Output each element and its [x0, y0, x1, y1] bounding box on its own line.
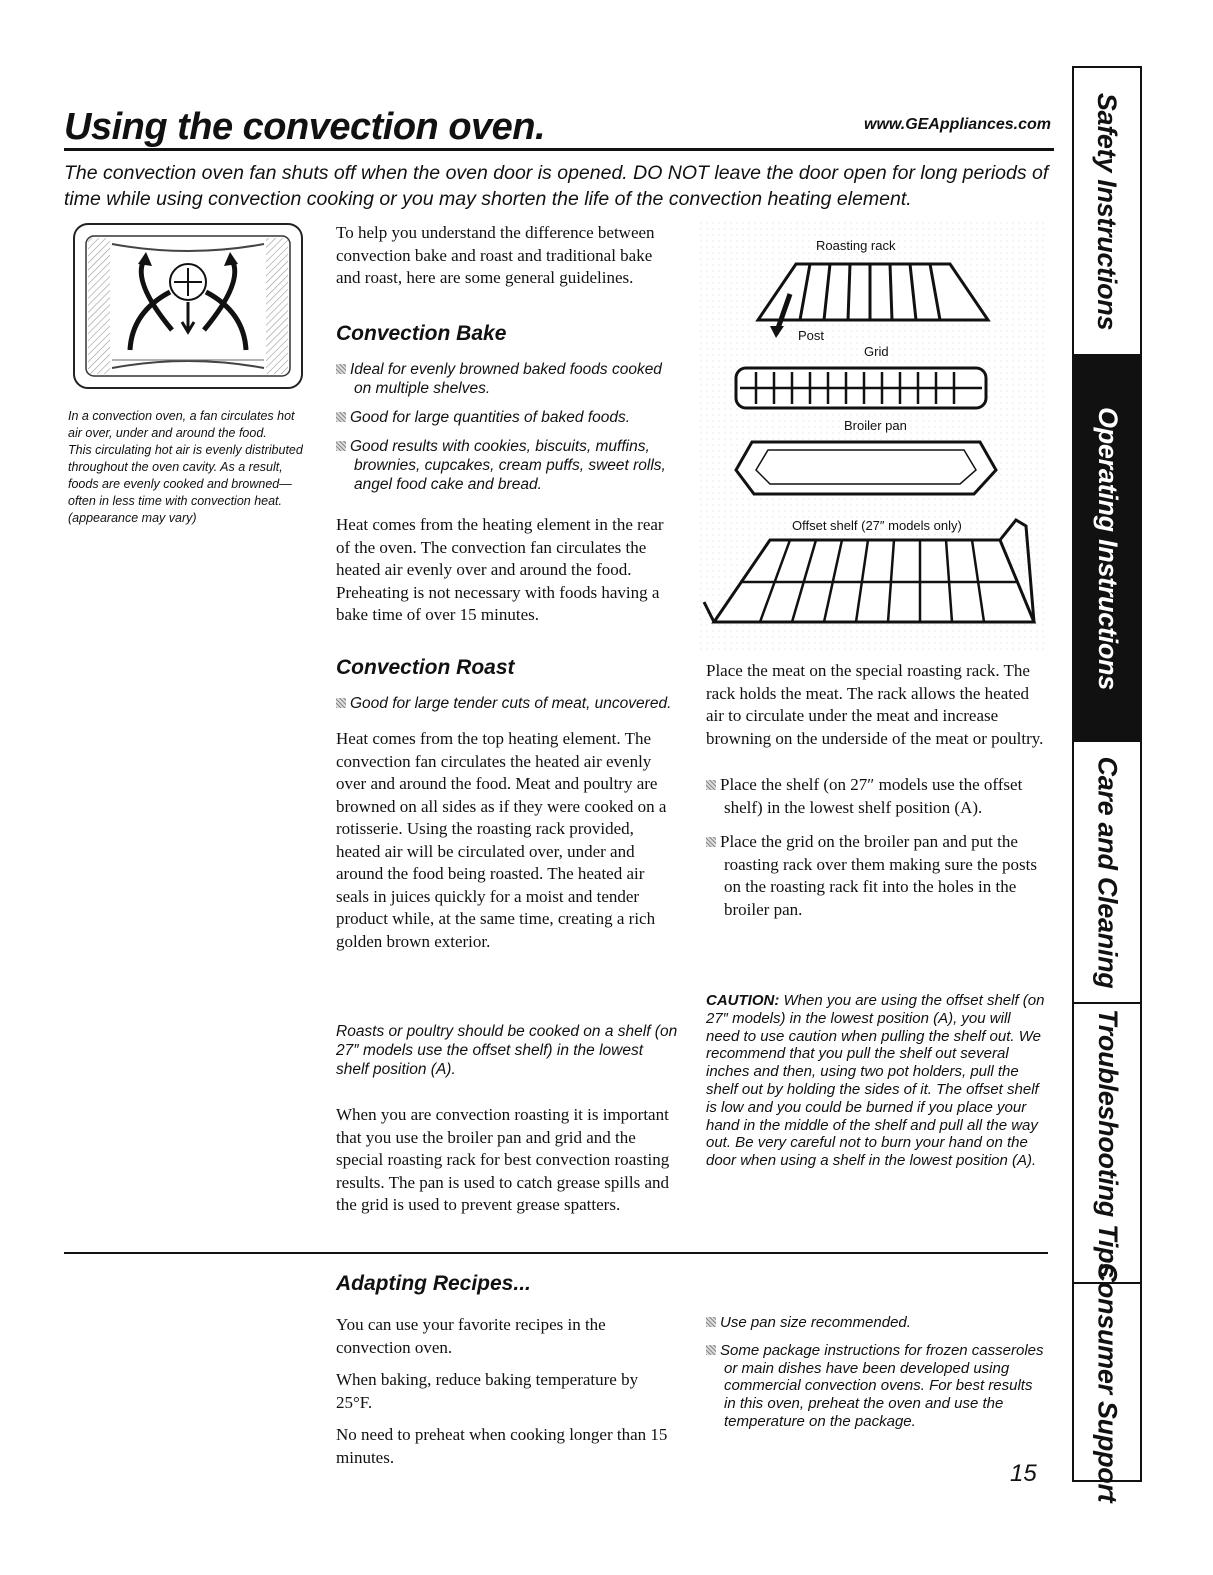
adapting-p1: You can use your favorite recipes in the convection oven. [336, 1315, 606, 1357]
tab-safety-instructions[interactable]: Safety Instructions [1092, 92, 1123, 330]
rack-bullet-2: Place the grid on the broiler pan and put the roasting rack over them making sure the posts on the roasting rack fit into the holes in the broiler pan. [706, 831, 1044, 921]
bullet-icon [336, 441, 346, 451]
caption-line-3: (appearance may vary) [68, 511, 197, 525]
convection-bake-body: Heat comes from the heating element in the rear of the oven. The convection fan circulates the heated air evenly over and around the food. Preheating is not necessary with foods having a bake time of over 15 minutes. [336, 515, 664, 624]
page-title: Using the convection oven. [64, 106, 546, 148]
section-divider [64, 1252, 1048, 1254]
rack-assembly-diagram [700, 222, 1044, 652]
bullet-icon [706, 1317, 716, 1327]
side-tab-bar [1072, 66, 1142, 1502]
label-roasting-rack: Roasting rack [816, 238, 896, 253]
intro-text: To help you understand the difference between convection bake and roast and traditional bake and roast, here are some general guidelines. [336, 223, 655, 287]
convection-bake-heading: Convection Bake [336, 322, 507, 345]
caution-label: CAUTION: [706, 992, 780, 1009]
oven-caption [68, 408, 304, 527]
website-url[interactable]: www.GEAppliances.com [864, 116, 1052, 133]
caption-line-2: This circulating hot air is evenly distributed throughout the oven cavity. As a result, foods are evenly cooked and browned—often in less time with convection heat. [68, 443, 303, 508]
convection-warning: The convection oven fan shuts off when the oven door is opened. DO NOT leave the door open for long periods of time while using convection cooking or you may shorten the life of the convection heating element. [64, 162, 1049, 210]
convection-roast-heading: Convection Roast [336, 656, 515, 679]
caption-line-1: In a convection oven, a fan circulates hot air over, under and around the food. [68, 409, 295, 440]
label-broiler-pan: Broiler pan [844, 418, 907, 433]
bullet-icon [706, 1345, 716, 1355]
rack-description: Place the meat on the special roasting rack. The rack holds the meat. The rack allows the heated air to circulate under the meat and increase browning on the underside of the meat or poultry. [706, 661, 1044, 748]
page-number: 15 [1010, 1460, 1037, 1487]
bullet-icon [336, 412, 346, 422]
convection-roast-body-2: When you are convection roasting it is important that you use the broiler pan and grid and the special roasting rack for best convection roasting results. The pan is used to catch grease spills and the grid is used to prevent grease spatters. [336, 1105, 670, 1214]
convection-bake-bullets [336, 360, 680, 494]
adapting-bullets [706, 1314, 1046, 1431]
label-post: Post [798, 328, 825, 343]
bullet-icon [336, 364, 346, 374]
oven-fan-diagram [72, 222, 304, 390]
bake-bullet-3: Good results with cookies, biscuits, muffins, brownies, cupcakes, cream puffs, sweet rolls, angel food cake and bread. [336, 437, 680, 494]
oven-illustration [72, 222, 304, 390]
adapting-bullet-2: Some package instructions for frozen casseroles or main dishes have been developed using commercial convection ovens. For best results in this oven, preheat the oven and use the temperature on the package. [706, 1342, 1046, 1431]
tab-operating-instructions[interactable]: Operating Instructions [1074, 354, 1140, 742]
convection-roast-bullet: Good for large tender cuts of meat, uncovered. [336, 694, 680, 713]
caution-note [706, 992, 1046, 1170]
caution-text: When you are using the offset shelf (on 27″ models) in the lowest position (A), you will need to use caution when pulling the shelf out. We recommend that you pull the shelf out several inches and then, using two pot holders, pull the shelf out by holding the sides of it. The offset shelf is low and you could be burned if you place your hand in the middle of the shelf and pull all the way out. Be very careful not to burn your hand on the door when using a shelf in the lowest position (A). [706, 992, 1045, 1170]
convection-roast-body: Heat comes from the top heating element. The convection fan circulates the heated air evenly over and around the food. Meat and poultry are browned on all sides as if they were cooked on a rotisserie. Using the roasting rack provided, heated air will be circulated over, under and around the food being roasted. The heated air seals in juices quickly for a moist and tender product while, at the same time, creating a rich golden brown exterior. [336, 729, 667, 951]
tab-consumer-support[interactable]: Consumer Support [1092, 1262, 1123, 1502]
tab-troubleshooting-tips[interactable]: Troubleshooting Tips [1092, 1008, 1123, 1278]
bullet-icon [336, 698, 346, 708]
adapting-bullet-1: Use pan size recommended. [706, 1314, 1046, 1332]
adapting-recipes-text [336, 1314, 678, 1469]
bake-bullet-2: Good for large quantities of baked foods. [336, 408, 680, 427]
adapting-p2: When baking, reduce baking temperature by 25°F. [336, 1370, 639, 1412]
bake-bullet-1: Ideal for evenly browned baked foods cooked on multiple shelves. [336, 360, 680, 398]
roast-shelf-note: Roasts or poultry should be cooked on a shelf (on 27″ models use the offset shelf) in the lowest shelf position (A). [336, 1023, 678, 1078]
rack-bullet-1: Place the shelf (on 27″ models use the offset shelf) in the lowest shelf position (A). [706, 774, 1044, 819]
roasting-rack-figure [700, 222, 1044, 652]
adapting-recipes-heading: Adapting Recipes... [336, 1272, 531, 1295]
adapting-p3: No need to preheat when cooking longer than 15 minutes. [336, 1425, 668, 1467]
rack-bullets [706, 774, 1044, 921]
bullet-icon [706, 837, 716, 847]
header-rule [64, 148, 1054, 151]
label-offset-shelf: Offset shelf (27″ models only) [792, 518, 962, 533]
tab-care-and-cleaning[interactable]: Care and Cleaning [1092, 756, 1123, 988]
label-grid: Grid [864, 344, 889, 359]
bullet-icon [706, 780, 716, 790]
